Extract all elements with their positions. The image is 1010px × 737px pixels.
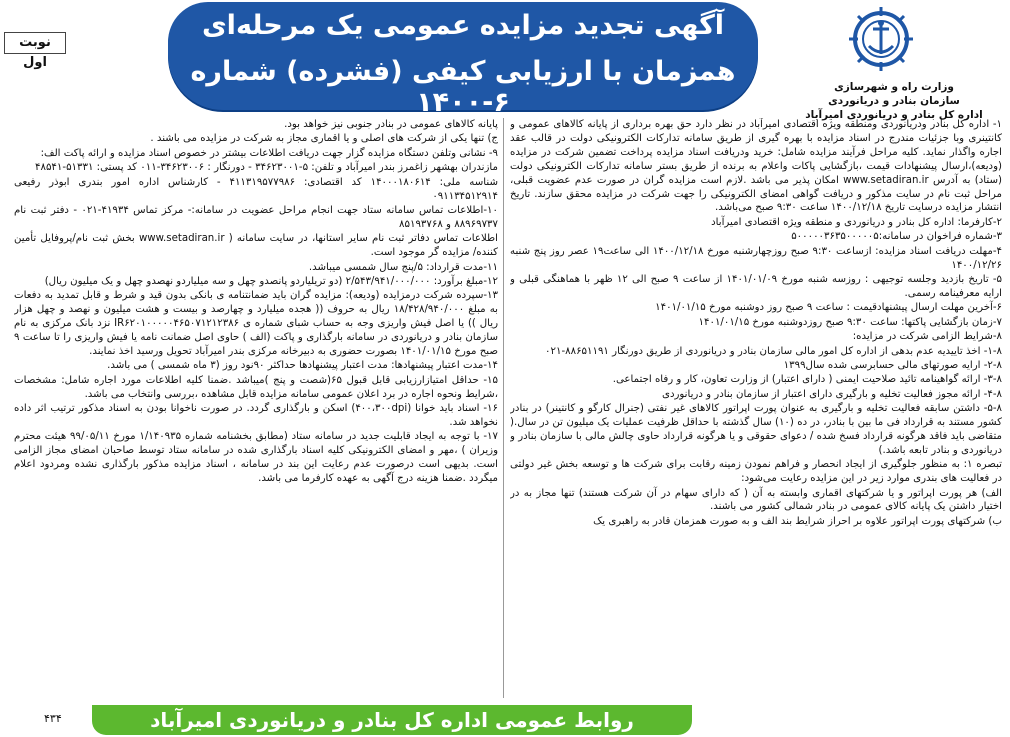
clause-6: ۶-آخرین مهلت ارسال پیشنهادقیمت : ساعت ۹ صبح روز دوشنبه مورخ ۱۴۰۱/۰۱/۱۵ — [655, 302, 1002, 314]
clause-3: ۳-شماره فراخوان در سامانه:۵۰۰۰۰۰۳۶۳۵۰۰۰۰۰۵ — [791, 231, 1002, 243]
clause-17: ۱۷- با توجه به ایجاد قابلیت جدید در سامانه ستاد (مطابق بخشنامه شماره ۱/۱۴۰۹۳۵ مورخ ۹۹/۰۵/۱۱ هیئت محترم وزیران ) ،مهر و امضای الکترونیکی کلیه اسناد بارگذاری شده در سامانه ستاد توسط صاحبان امضای مجاز الزامی است. بدیهی است درصورت عدم رعایت این بند در سامانه ، اسناد مزایده مذکور بارگذاری نشده ومردود اعلام میگردد .ضمنا هزینه درج آگهی به عهده کارفرما می باشد. — [14, 431, 498, 485]
clause-16: ۱۶- اسناد باید خوانا (۴۰۰،۳۰۰dpi) اسکن و بارگذاری گردد. در صورت ناخوانا بودن به اسناد مذکور ترتیب اثر داده نخواهد شد. — [14, 403, 498, 429]
title-ribbon — [168, 2, 758, 119]
clause-10-provinces: اطلاعات تماس دفاتر ثبت نام سایر استانها، در سایت سامانه ( www.setadiran.ir بخش ثبت نام/پروفایل تأمین کننده/ مزایده گر موجود است. — [14, 233, 498, 259]
title-line-2: همزمان با ارزیابی کیفی (فشرده) شماره ۶-۱۴۰۰ — [190, 56, 736, 119]
organization-name — [784, 80, 1004, 122]
clause-9: ۹- نشانی وتلفن دستگاه مزایده گزار جهت دریافت اطلاعات بیشتر در خصوص اسناد مزایده و ارائه پاکت الف: — [40, 147, 498, 159]
clause-8-5: ۵-۸- داشتن سابقه فعالیت تخلیه و بارگیری به عنوان پورت اپراتور کالاهای غیر نفتی (جنرال کارگو و کانتینر) در بنادر کشور مستند به قرارداد فی ما بین با بنادر، در ده (۱۰) سال گذشته با حداقل ظرفیت عملیات یک میلیون تن در سال.( متقاضی باید فاقد هرگونه قرارداد فسخ شده / دعوای حقوقی و یا هرگونه قرارداد حاوی چالش مالی با سازمان بنادر و دریانوردی و بنادر تابعه باشد.) — [510, 403, 1002, 456]
page-number: ۴۳۴ — [44, 712, 62, 725]
clause-14: ۱۴-مدت اعتبار پیشنهادها: مدت اعتبار پیشنهادها حداکثر ۹۰نود روز (۳ ماه شمسی ) می باشد. — [107, 360, 498, 372]
turn-badge: نوبت اول — [4, 32, 66, 54]
notice-column-left — [14, 118, 498, 700]
clause-15: ۱۵- حداقل امتیازارزیابی قابل قبول ۶۵(شصت و پنج )میباشد .ضمنا کلیه اطلاعات مورد اجاره شامل: مشخصات ،شرایط ونحوه اجاره در برد اعلان عمومی سامانه مزایده قابل مشاهده ،بررسی وانتخاب می باشد. — [14, 374, 498, 400]
clause-10: ۱۰-اطلاعات تماس سامانه ستاد جهت انجام مراحل عضویت در سامانه:- مرکز تماس ۴۱۹۳۴-۰۲۱ - دفتر ثبت نام ۸۸۹۶۹۷۳۷ و ۸۵۱۹۳۷۶۸ — [14, 204, 498, 230]
clause-2: ۲-کارفرما: اداره کل بنادر و دریانوردی و منطقه ویژه اقتصادی امیرآباد — [711, 216, 1002, 228]
clause-12: ۱۲-مبلغ برآورد: ۲/۵۴۳/۹۴۱/۰۰۰/۰۰۰ (دو تریلیاردو پانصدو چهل و سه میلیاردو نهصدو چهل و یک میلیون ریال) — [44, 275, 498, 287]
note-1-b: ب) شرکتهای پورت اپراتور علاوه بر احراز شرایط بند الف و به صورت همزمان قادر به راهبری یک — [593, 515, 1002, 527]
clause-8-3: ۳-۸- ارائه گواهینامه تائید صلاحیت ایمنی ( دارای اعتبار) از وزارت تعاون، کار و رفاه اجتماعی. — [612, 374, 1002, 386]
note-1: تبصره ۱: به منظور جلوگیری از ایجاد انحصار و فراهم نمودن زمینه رقابت برای شرکت ها و توسعه بخش غیر دولتی در فعالیت های بندری موارد زیر در این مزایده رعایت می‌شود: — [510, 459, 1002, 485]
title-line-1: آگهی تجدید مزایده عمومی یک مرحله‌ای — [201, 10, 725, 41]
clause-5: ۵- تاریخ بازدید وجلسه توجیهی : روزسه شنبه مورخ ۱۴۰۱/۰۱/۰۹ از ساعت ۹ صبح الی ۱۲ ظهر با هماهنگی قبلی و ارایه معرفینامه رسمی. — [510, 273, 1002, 299]
notice-column-right — [510, 118, 1002, 700]
column-divider — [503, 118, 504, 698]
clause-9-ids: شناسه ملی: ۱۴۰۰۰۱۸۰۶۱۴ کد اقتصادی: ۴۱۱۳۱۹۵۷۷۹۸۶ - کارشناس اداره امور بندری ابوذر رفیعی ۰۹۱۱۳۴۵۱۲۹۱۴ — [14, 176, 498, 202]
clause-11: ۱۱-مدت قرارداد: ۵/پنج سال شمسی میباشد. — [308, 261, 498, 273]
org-line-ministry: وزارت راه و شهرسازی — [834, 81, 954, 93]
org-line-organization: سازمان بنادر و دریانوردی — [828, 95, 960, 107]
clause-8-1: ۱-۸- اخذ تاییدیه عدم بدهی از اداره کل امور مالی سازمان بنادر و دریانوردی از طریق دورنگار ۸۸۶۵۱۱۹۱-۰۲۱ — [545, 345, 1002, 357]
anchor-wheel-icon — [838, 4, 924, 74]
clause-1: ۱- اداره کل بنادر ودریانوردی ومنطقه ویژه اقتصادی امیرآباد در نظر دارد حق بهره برداری از پایانه کالاهای عمومی و کانتینری وبا جزئیات مندرج در اسناد مزایده با بهره گیری از طریق سامانه تدارکات الکترونیکی دولت در قالب عقد اجاره واگذار نماید. کلیه مراحل فرآیند مزایده شامل: خرید ودریافت اسناد مزایده پرداخت تضمین شرکت در مزایده (ودیعه)،ارسال پیشنهادات قیمت ،بازگشایی پاکات واعلام به برنده از طریق بستر سامانه تدارکات الکترونیکی دولت (ستاد) به آدرس www.setadiran.ir امکان پذیر می باشد .لازم است مزایده گران در صورت عدم عضویت قبلی، مراحل ثبت نام در سایت مذکور و دریافت گواهی امضای الکترونیکی را جهت شرکت در مزایده محقق سازند. تاریخ انتشار مزایده درسایت تاریخ ۱۴۰۰/۱۲/۱۸ ساعت ۹:۳۰ صبح می‌باشد. — [510, 119, 1002, 214]
public-relations-banner: روابط عمومی اداره کل بنادر و دریانوردی امیرآباد — [92, 705, 692, 735]
clause-9-address: مازندران بهشهر زاغمرز بندر امیرآباد و تلفن: ۵-۳۴۶۲۳۰۰۱ - دورنگار : ۳۴۶۲۳۰۰۶-۰۱۱ کد پستی: ۵۱۳۳۱-۴۸۵۴۱ — [35, 162, 498, 174]
clause-8: ۸-شرایط الزامی شرکت در مزایده: — [852, 331, 1002, 343]
clause-8-2: ۲-۸- ارایه صورتهای مالی حسابرسی شده سال۱۳۹۹ — [783, 359, 1002, 371]
org-line-office: اداره کل بنادر و دریانوردی امیرآباد — [805, 109, 983, 121]
clause-8-4: ۴-۸- ارائه مجوز فعالیت تخلیه و بارگیری دارای اعتبار از سازمان بنادر و دریانوردی — [661, 388, 1002, 400]
clause-4: ۴-مهلت دریافت اسناد مزایده: ازساعت ۹:۳۰ صبح روزچهارشنبه مورخ ۱۴۰۰/۱۲/۱۸ الی ساعت۱۹ عصر روز پنج شنبه ۱۴۰۰/۱۲/۲۶ — [510, 245, 1002, 271]
note-1-b-continued: پایانه کالاهای عمومی در بنادر جنوبی نیز خواهد بود. — [284, 119, 498, 130]
ports-organization-logo — [838, 4, 924, 74]
note-1-c: ج) تنها یکی از شرکت های اصلی و یا اقماری مجاز به شرکت در مزایده می باشند . — [150, 133, 498, 145]
clause-13: ۱۳-سپرده شرکت درمزایده (ودیعه): مزایده گران باید ضمانتنامه ی بانکی بدون قید و شرط و قابل تمدید به دفعات به مبلغ ۱۸/۴۲۸/۹۴۰/۰۰۰ ریال به حروف (( هجده میلیارد و چهارصد و بیست و هشت میلیون و نهصد و چهل هزار ریال )) یا اصل فیش واریزی وجه به حساب شبای شماره ی IR۶۲۰۱۰۰۰۰۰۴۶۵۰۷۱۲۱۲۳۸۶ نزد بانک مرکزی به نام سازمان بنادر و دریانوردی در سامانه بارگذاری و پاکت (الف ) حاوی اصل ضمانت نامه یا فیش واریزی را تا ساعت ۹ صبح مورخ ۱۴۰۱/۰۱/۱۵ بصورت حضوری به دبیرخانه مرکزی بندر امیرآباد تحویل ورسید اخذ نمایند. — [14, 290, 498, 357]
note-1-a: الف) هر پورت اپراتور و یا شرکتهای اقماری وابسته به آن ( که دارای سهام در آن شرکت هستند) تنها مجاز به در اختیار داشتن یک پایانه کالای عمومی در بنادر شمالی کشور می باشند. — [510, 487, 1002, 513]
clause-7: ۷-زمان بازگشایی پاکتها: ساعت ۹:۳۰ صبح روزدوشنبه مورخ ۱۴۰۱/۰۱/۱۵ — [698, 316, 1002, 328]
